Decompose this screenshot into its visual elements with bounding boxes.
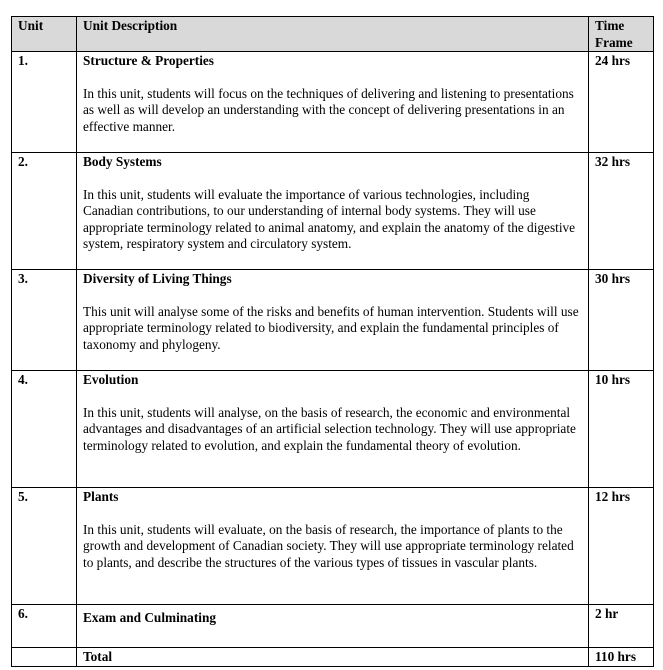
header-time-frame: Time Frame [589,17,654,52]
unit-title: Diversity of Living Things [83,271,232,286]
table-row [12,371,654,488]
unit-time-frame: 32 hrs [589,153,654,270]
unit-number: 1. [12,52,77,153]
unit-number: 4. [12,371,77,488]
unit-time-frame: 12 hrs [589,488,654,605]
table-row [12,488,654,605]
unit-description: This unit will analyse some of the risks and benefits of human intervention. Students will use appropriate terminology related to biodiversity, and explain the fundamental principles of taxonomy and phylogeny. [83,303,579,352]
table-row [12,605,654,648]
header-unit: Unit [12,17,77,52]
header-unit-description: Unit Description [77,17,589,52]
total-label: Total [77,648,589,667]
unit-number: 3. [12,270,77,371]
unit-description: In this unit, students will analyse, on the basis of research, the economic and environmental advantages and disadvantages of an artificial selection technology. They will use appropriate terminology related to evolution, and explain the fundamental theory of evolution. [83,404,576,453]
unit-description: In this unit, students will focus on the techniques of delivering and listening to presentations as well as will develop an understanding with the concept of delivering presentations in an effective manner. [83,85,574,134]
unit-title: Structure & Properties [83,53,214,68]
table-row [12,153,654,270]
unit-time-frame: 10 hrs [589,371,654,488]
total-unit-empty [12,648,77,667]
unit-description-cell [77,270,589,371]
unit-title: Evolution [83,372,139,387]
unit-description-cell [77,605,589,648]
table-row [12,52,654,153]
unit-description: In this unit, students will evaluate the importance of various technologies, including Canadian contributions, to our understanding of internal body systems. They will use appropriate terminology related to animal anatomy, and explain the anatomy of the digestive system, respiratory system and circulatory system. [83,186,576,251]
table-row [12,270,654,371]
unit-number: 6. [12,605,77,648]
unit-description-cell [77,52,589,153]
unit-schedule-table [11,16,654,667]
unit-number: 2. [12,153,77,270]
total-time: 110 hrs [589,648,654,667]
unit-title: Exam and Culminating [83,610,217,625]
unit-time-frame: 2 hr [589,605,654,648]
unit-description-cell [77,153,589,270]
unit-description: In this unit, students will evaluate, on the basis of research, the importance of plants to the growth and development of Canadian society. They will use appropriate terminology related to plants, and describe the structures of the various types of tissues in vascular plants. [83,521,574,570]
unit-title: Body Systems [83,154,162,169]
total-row [12,648,654,667]
table-header-row [12,17,654,52]
unit-time-frame: 30 hrs [589,270,654,371]
unit-description-cell [77,488,589,605]
unit-title: Plants [83,489,119,504]
unit-number: 5. [12,488,77,605]
unit-description-cell [77,371,589,488]
unit-time-frame: 24 hrs [589,52,654,153]
